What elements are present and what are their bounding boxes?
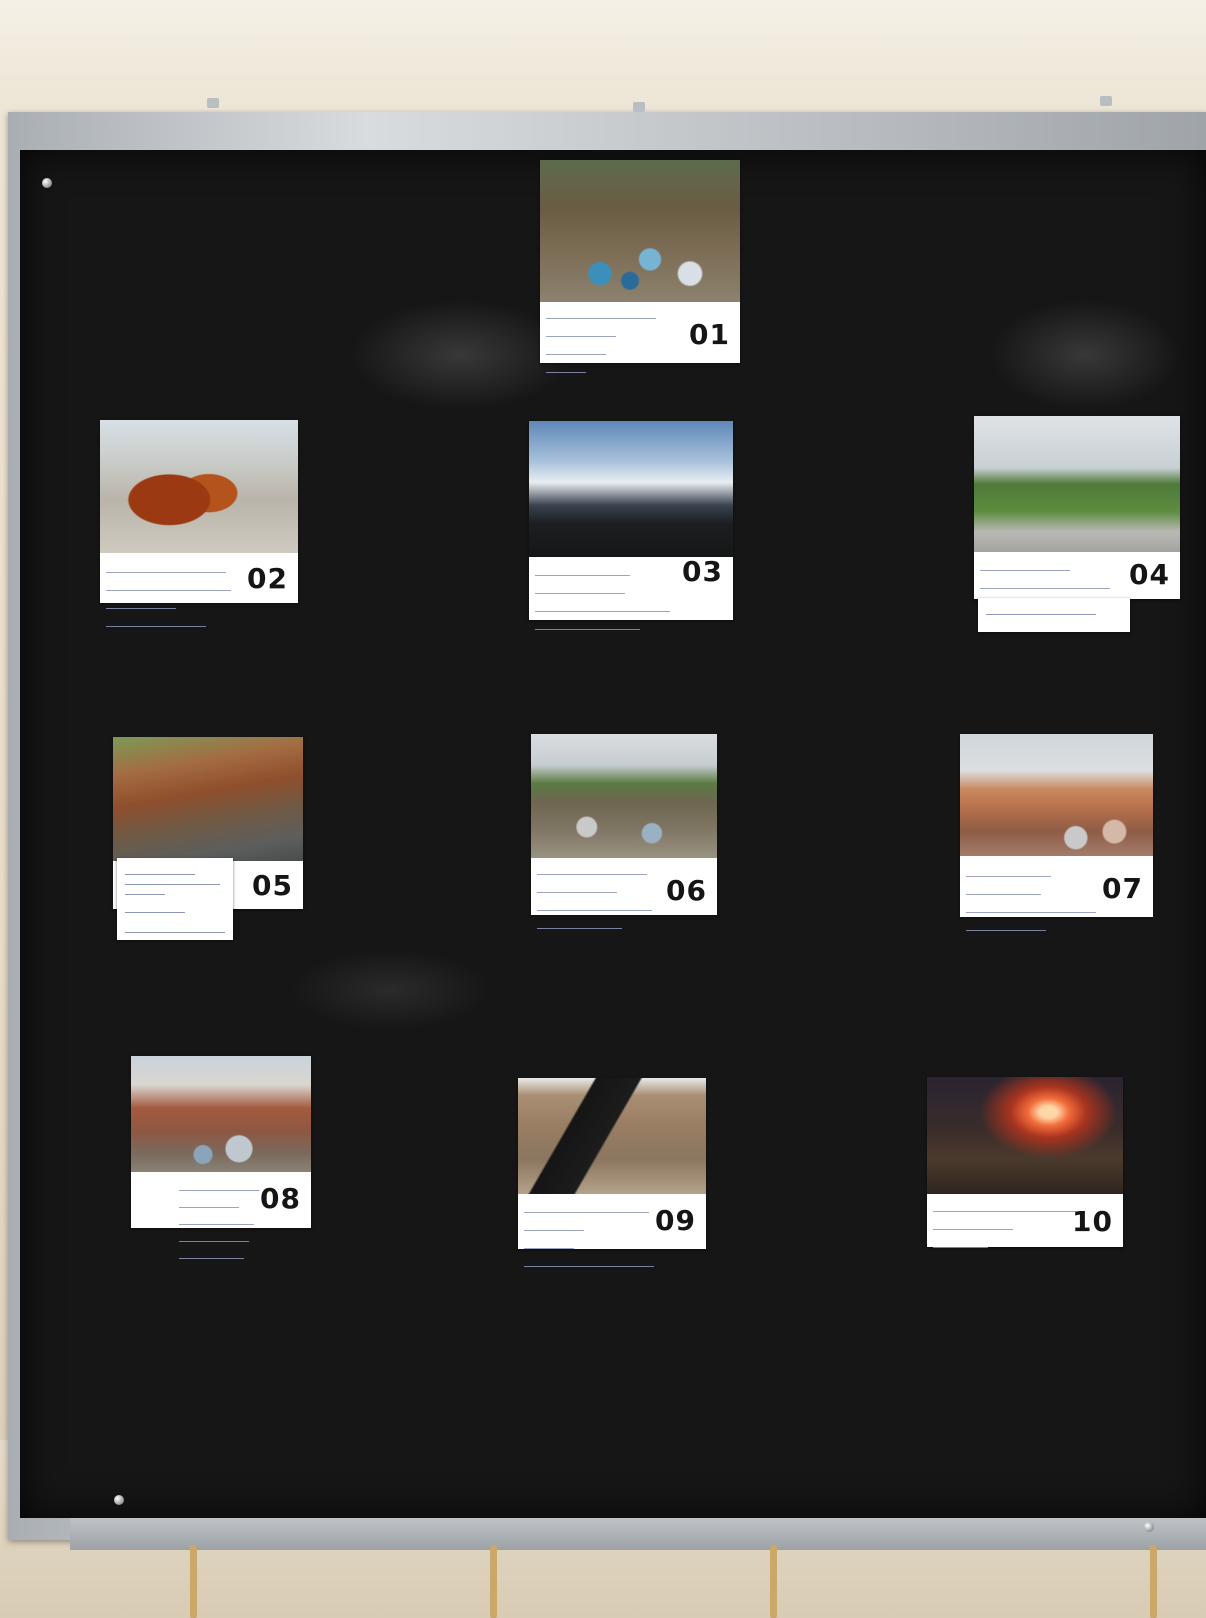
frame-bolt-center	[633, 102, 645, 112]
wall-background	[0, 0, 1206, 120]
light-glare	[350, 300, 570, 410]
board-screw-top-left	[42, 178, 52, 188]
handwritten-caption	[535, 563, 665, 639]
photo-garbage-pile	[540, 160, 740, 302]
photo-power-lines-sky	[529, 421, 733, 557]
card-number: 07	[1102, 872, 1143, 905]
card-number: 04	[1129, 558, 1170, 591]
photo-green-field	[974, 416, 1180, 552]
card-number: 01	[689, 318, 730, 351]
photo-card-03	[529, 421, 733, 620]
stand-leg-right	[1150, 1545, 1157, 1618]
photo-dirt-roadside	[113, 737, 303, 861]
photo-card-10	[927, 1077, 1123, 1247]
stand-leg-center	[490, 1545, 497, 1618]
photo-landfill	[531, 734, 717, 858]
stand-leg-left	[190, 1545, 197, 1618]
photo-card-06	[531, 734, 717, 915]
card-number: 10	[1072, 1205, 1113, 1238]
card-number: 08	[260, 1182, 301, 1215]
card-number: 03	[682, 555, 723, 588]
light-glare	[990, 300, 1180, 410]
handwritten-caption	[537, 862, 657, 938]
handwritten-caption	[933, 1199, 1083, 1257]
caption-note-04	[978, 598, 1130, 632]
frame-bolt-right	[1100, 96, 1112, 106]
card-number: 06	[666, 874, 707, 907]
photo-card-07	[960, 734, 1153, 917]
photo-card-08	[131, 1056, 311, 1228]
photo-wall-debris	[960, 734, 1153, 856]
card-number: 05	[252, 869, 293, 902]
stand-leg-center-right	[770, 1545, 777, 1618]
board-screw-bottom-right	[1144, 1522, 1154, 1532]
photo-burnt-path	[518, 1078, 706, 1194]
photo-card-01	[540, 160, 740, 363]
handwritten-caption	[179, 1178, 259, 1268]
photo-card-02	[100, 420, 298, 603]
photo-card-04	[974, 416, 1180, 599]
handwritten-caption	[966, 864, 1096, 940]
handwritten-caption	[546, 306, 666, 346]
light-glare	[290, 950, 490, 1030]
card-number: 09	[655, 1204, 696, 1237]
handwritten-caption	[524, 1200, 654, 1276]
handwritten-caption	[106, 560, 236, 636]
photo-card-09	[518, 1078, 706, 1249]
caption-note-05	[117, 858, 233, 940]
frame-bolt-left	[207, 98, 219, 108]
photo-street-trash	[131, 1056, 311, 1172]
photo-night-fire	[927, 1077, 1123, 1194]
board-screw-bottom-left	[114, 1495, 124, 1505]
card-number: 02	[247, 562, 288, 595]
photo-rusty-van	[100, 420, 298, 553]
